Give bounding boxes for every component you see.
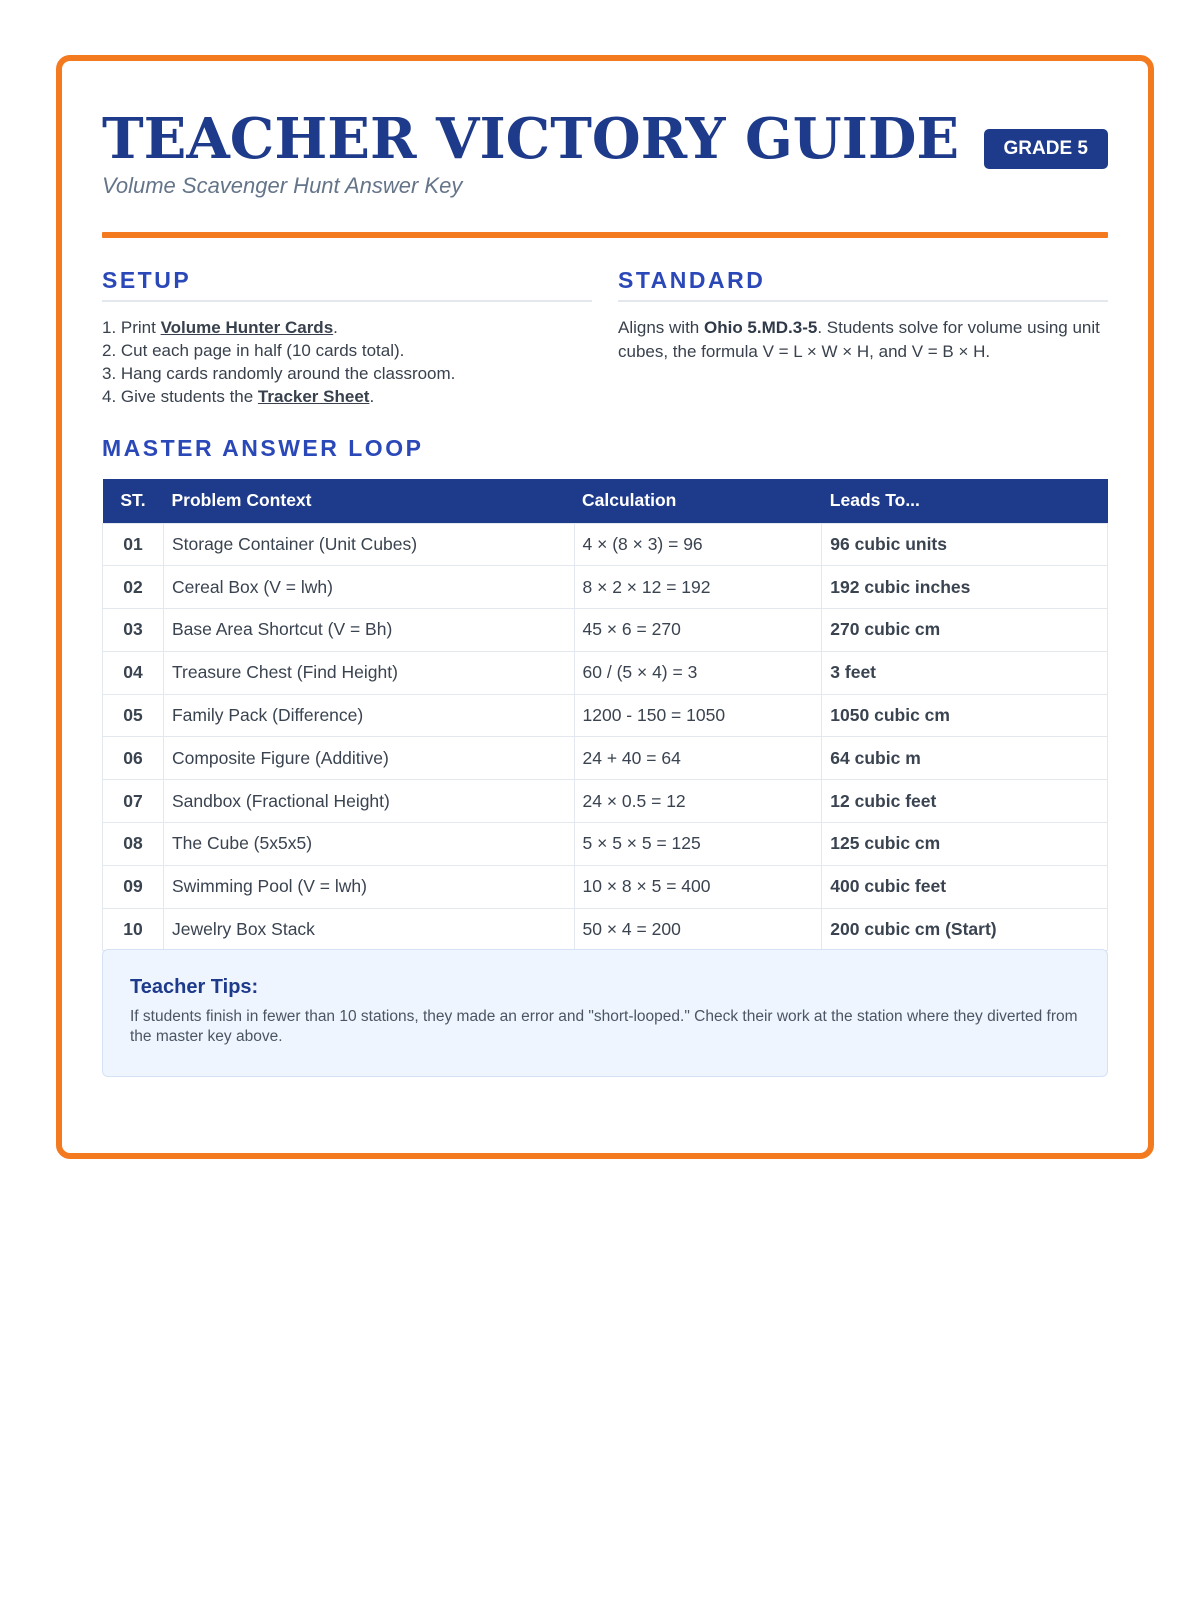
calculation: 45 × 6 = 270 [574, 609, 822, 652]
station-number: 03 [103, 609, 164, 652]
step-4-text: 4. Give students the [102, 387, 258, 406]
calculation: 60 / (5 × 4) = 3 [574, 651, 822, 694]
volume-hunter-cards-link[interactable]: Volume Hunter Cards [160, 318, 334, 337]
leads-to: 270 cubic cm [822, 609, 1108, 652]
station-number: 10 [103, 908, 164, 951]
tracker-sheet-link[interactable]: Tracker Sheet [257, 387, 370, 406]
table-row [103, 609, 1108, 652]
problem-context: Swimming Pool (V = lwh) [163, 865, 574, 908]
problem-context: The Cube (5x5x5) [163, 823, 574, 866]
leads-to: 12 cubic feet [822, 780, 1108, 823]
setup-section [102, 267, 592, 408]
problem-context: Treasure Chest (Find Height) [163, 651, 574, 694]
table-row [103, 737, 1108, 780]
standard-text [618, 316, 1108, 363]
leads-to: 1050 cubic cm [822, 694, 1108, 737]
calculation: 8 × 2 × 12 = 192 [574, 566, 822, 609]
leads-to: 192 cubic inches [822, 566, 1108, 609]
setup-step-2: 2. Cut each page in half (10 cards total). [102, 341, 405, 360]
calculation: 24 + 40 = 64 [574, 737, 822, 780]
station-number: 07 [103, 780, 164, 823]
table-row [103, 780, 1108, 823]
problem-context: Jewelry Box Stack [163, 908, 574, 951]
calculation: 4 × (8 × 3) = 96 [574, 523, 822, 566]
station-number: 02 [103, 566, 164, 609]
setup-step-3: 3. Hang cards randomly around the classroom. [102, 364, 456, 383]
grade-badge: GRADE 5 [984, 129, 1108, 169]
step-1-text: 1. Print [102, 318, 161, 337]
calculation: 10 × 8 × 5 = 400 [574, 865, 822, 908]
setup-step-1 [102, 316, 592, 339]
leads-to: 96 cubic units [822, 523, 1108, 566]
table-row [103, 651, 1108, 694]
leads-to: 125 cubic cm [822, 823, 1108, 866]
problem-context: Composite Figure (Additive) [163, 737, 574, 780]
header-calculation: Calculation [574, 479, 822, 523]
standard-section [618, 267, 1108, 363]
setup-steps [102, 316, 592, 408]
setup-title: SETUP [102, 267, 592, 302]
calculation: 5 × 5 × 5 = 125 [574, 823, 822, 866]
problem-context: Base Area Shortcut (V = Bh) [163, 609, 574, 652]
table-row [103, 908, 1108, 951]
leads-to: 64 cubic m [822, 737, 1108, 780]
header-leads-to: Leads To... [822, 479, 1108, 523]
table-row [103, 566, 1108, 609]
teacher-tips-box [102, 949, 1108, 1077]
header-problem-context: Problem Context [163, 479, 574, 523]
station-number: 09 [103, 865, 164, 908]
table-row [103, 694, 1108, 737]
guide-card [56, 55, 1154, 1159]
header-station: ST. [103, 479, 164, 523]
header [102, 107, 1108, 199]
problem-context: Sandbox (Fractional Height) [163, 780, 574, 823]
leads-to: 3 feet [822, 651, 1108, 694]
leads-to: 200 cubic cm (Start) [822, 908, 1108, 951]
station-number: 05 [103, 694, 164, 737]
standard-description: . Students solve for volume using unit cubes, the formula V = L × W × H, and V = B × H. [618, 318, 1100, 361]
step-1-suffix: . [333, 318, 338, 337]
standard-code: Ohio 5.MD.3-5 [703, 318, 818, 337]
problem-context: Storage Container (Unit Cubes) [163, 523, 574, 566]
station-number: 04 [103, 651, 164, 694]
station-number: 01 [103, 523, 164, 566]
tips-text: If students finish in fewer than 10 stations, they made an error and "short-looped." Check their work at the station where they diverted from the master key above. [130, 1008, 1078, 1045]
table-row [103, 865, 1108, 908]
leads-to: 400 cubic feet [822, 865, 1108, 908]
answer-table [102, 479, 1108, 951]
station-number: 08 [103, 823, 164, 866]
calculation: 1200 - 150 = 1050 [574, 694, 822, 737]
standard-prefix: Aligns with [618, 318, 704, 337]
master-answer-loop-title: MASTER ANSWER LOOP [102, 435, 424, 461]
setup-step-4 [102, 385, 592, 408]
table-row [103, 523, 1108, 566]
table-header-row [103, 479, 1108, 523]
tips-title: Teacher Tips: [130, 976, 259, 998]
problem-context: Family Pack (Difference) [163, 694, 574, 737]
header-divider [102, 232, 1108, 238]
page-title: TEACHER VICTORY GUIDE [102, 106, 960, 172]
standard-title: STANDARD [618, 267, 1108, 302]
calculation: 50 × 4 = 200 [574, 908, 822, 951]
problem-context: Cereal Box (V = lwh) [163, 566, 574, 609]
station-number: 06 [103, 737, 164, 780]
step-4-suffix: . [369, 387, 375, 406]
calculation: 24 × 0.5 = 12 [574, 780, 822, 823]
page-subtitle: Volume Scavenger Hunt Answer Key [102, 173, 463, 198]
table-row [103, 823, 1108, 866]
